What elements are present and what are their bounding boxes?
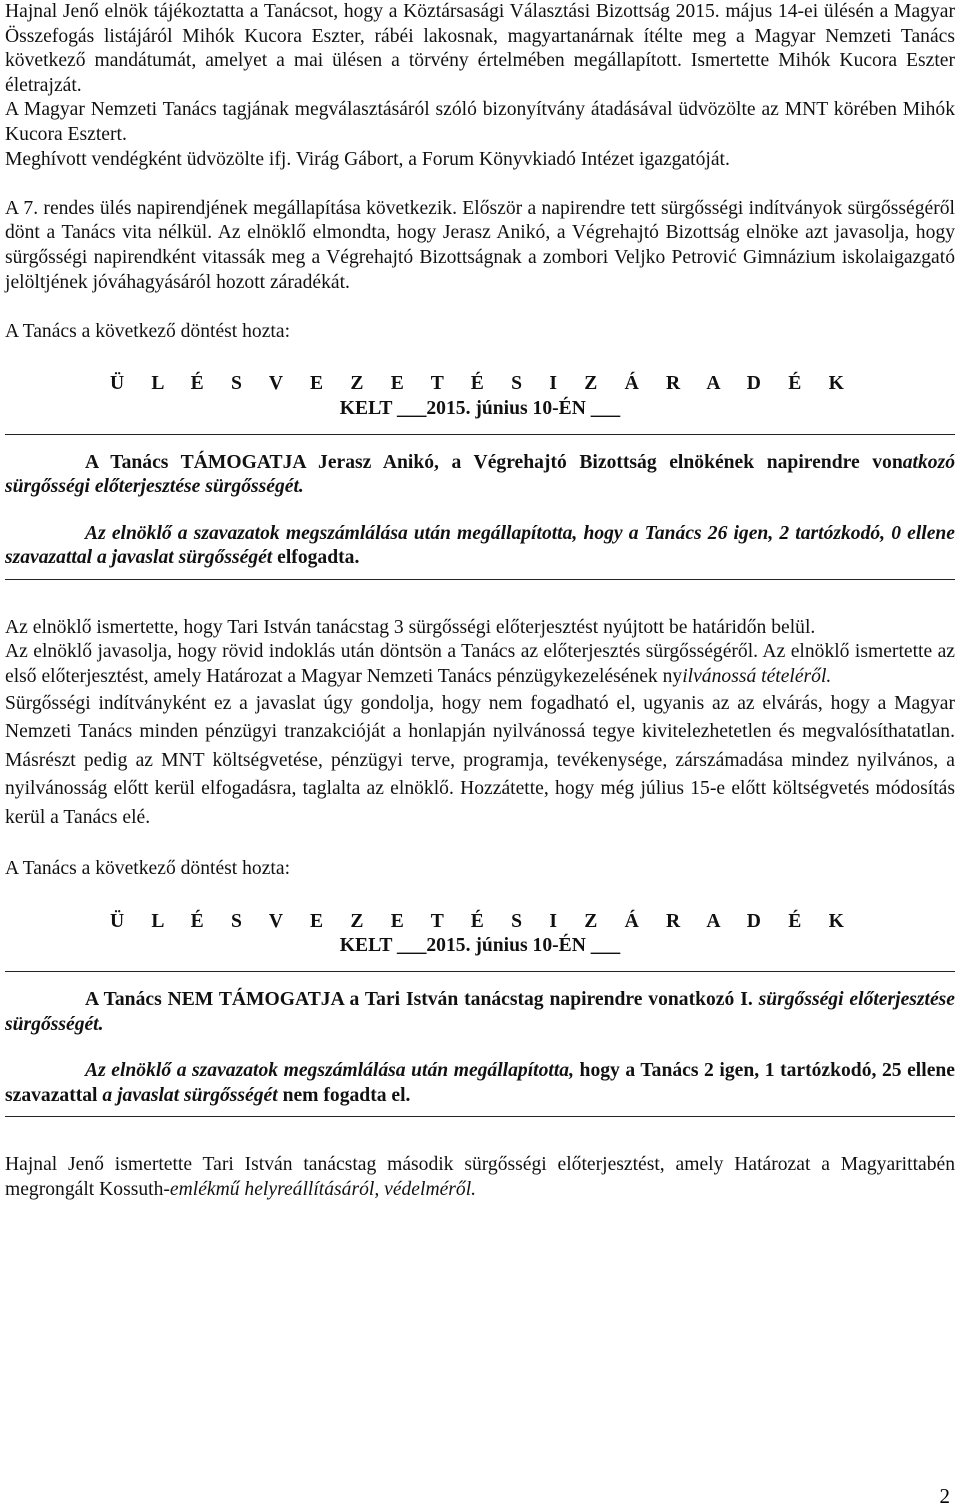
divider xyxy=(5,434,955,435)
closing-text: Hajnal Jenő ismertette Tari István tanácstag második sürgősségi előterjesztést, amely Határozat a Magyarittabén megrongált Kossuth- xyxy=(5,1154,955,1200)
decision-intro: A Tanács a következő döntést hozta: xyxy=(5,320,291,342)
vote-result-italic: ellene szavazattal a javaslat sürgősségét xyxy=(5,522,955,569)
vote-result-end: elfogadta. xyxy=(272,547,360,569)
vote-result-text: Az elnöklő a szavazatok megszámlálása után megállapította, xyxy=(85,1060,574,1082)
certificate-paragraph: A Magyar Nemzeti Tanács tagjának megválasztásáról szóló bizonyítvány átadásával üdvözölte az MNT körében Mihók Kucora Esztert. xyxy=(5,99,955,145)
resolution-heading: Ü L É S V E Z E T É S I Z Á R A D É K xyxy=(109,373,851,395)
resolution-date: KELT ___2015. június 10-ÉN ___ xyxy=(339,397,621,419)
vote-result-plain: hogy a Tanács 2 igen, 1 tartózkodó, 25 ellene szavazattal xyxy=(5,1060,955,1106)
resolution-body-text: A Tanács NEM TÁMOGATJA a Tari István tanácstag napirendre vonatkozó I. xyxy=(85,989,759,1010)
resolution-heading: Ü L É S V E Z E T É S I Z Á R A D É K xyxy=(109,910,851,932)
argument-paragraph: Sürgősségi indítványként ez a javaslat úgy gondolja, hogy nem fogadható el, ugyanis az az elvárás, hogy a Magyar Nemzeti Tanács minden pénzügyi tranzakcióját a honlapján nyilvánossá tegye kivitelezhetetlen és megvalósíthatatlan. Másrészt pedig az MNT költségvetése, pénzügyi terve, programja, tevékenysége, zárszámadása mindez nyilvános, a nyilvánosság előtt kerül elfogadásra, taglalta az elnöklő. Hozzátette, hogy még július 15-e előtt költségvetés módosítás kerül a Tanács elé. xyxy=(5,692,955,829)
vote-result xyxy=(5,522,955,571)
resolution-body xyxy=(5,988,955,1037)
proposal-italic: ilvánossá tételéről. xyxy=(682,666,832,688)
resolution-body-italic: atkozó sürgősségi előterjesztése sürgősségét. xyxy=(5,451,955,498)
vote-result-text: Az elnöklő a szavazatok megszámlálása után megállapította, hogy a Tanács 26 igen, 2 tartózkodó, 0 xyxy=(85,522,908,544)
page-number: 2 xyxy=(939,1484,950,1508)
divider xyxy=(5,971,955,972)
document-page xyxy=(5,0,955,1509)
proposal-text: Az elnöklő javasolja, hogy rövid indoklás után döntsön a Tanács az előterjesztés sürgősségéről. Az elnöklő ismertette az első előterjesztést, amely Határozat a Magyar Nemzeti Tanács pénzügykezelésének ny xyxy=(5,641,955,688)
resolution-body-text: A Tanács TÁMOGATJA Jerasz Anikó, a Végrehajtó Bizottság elnökének napirendre von xyxy=(85,451,903,473)
resolution-date: KELT ___2015. június 10-ÉN ___ xyxy=(339,935,621,957)
resolution-body-italic: sürgősségi előterjesztése sürgősségét. xyxy=(5,989,955,1035)
vote-result-end: nem fogadta el. xyxy=(277,1084,411,1106)
vote-result xyxy=(5,1059,955,1108)
decision-intro: A Tanács a következő döntést hozta: xyxy=(5,858,291,880)
resolution-body xyxy=(5,451,955,500)
agenda-paragraph: A 7. rendes ülés napirendjének megállapítása következik. Először a napirendre tett sürgősségi indítványok sürgősségéről dönt a Tanács vita nélkül. Az elnöklő elmondta, hogy Jerasz Anikó, a Végrehajtó Bizottság elnöke azt javasolja, hogy sürgősségi napirendként vitassák meg a Végrehajtó Bizottságnak a zombori Veljko Petrović Gimnázium iskolaigazgató jelöltjének jóváhagyásáról hozott záradékát. xyxy=(5,197,955,293)
vote-result-italic: a javaslat sürgősségét xyxy=(102,1084,278,1106)
intro-paragraph: Hajnal Jenő elnök tájékoztatta a Tanácsot, hogy a Köztársasági Választási Bizottság 2015. május 14-ei ülésén a Magyar Összefogás listájáról Mihók Kucora Eszter, rábéi lakosnak, magyartanárnak ítélte meg a Magyar Nemzeti Tanács következő mandátumát, amelyet a mai ülésen a törvény értelmében megállapított. Ismertette Mihók Kucora Eszter életrajzát. xyxy=(5,1,955,96)
guest-paragraph: Meghívott vendégként üdvözölte ifj. Virág Gábort, a Forum Könyvkiadó Intézet igazgatóját. xyxy=(5,148,730,170)
closing-italic: emlékmű helyreállításáról, védelméről. xyxy=(169,1178,477,1200)
closing-paragraph xyxy=(5,1153,955,1202)
proposal-paragraph xyxy=(5,640,955,689)
discussion-paragraph: Az elnöklő ismertette, hogy Tari István tanácstag 3 sürgősségi előterjesztést nyújtott be határidőn belül. xyxy=(5,616,816,638)
